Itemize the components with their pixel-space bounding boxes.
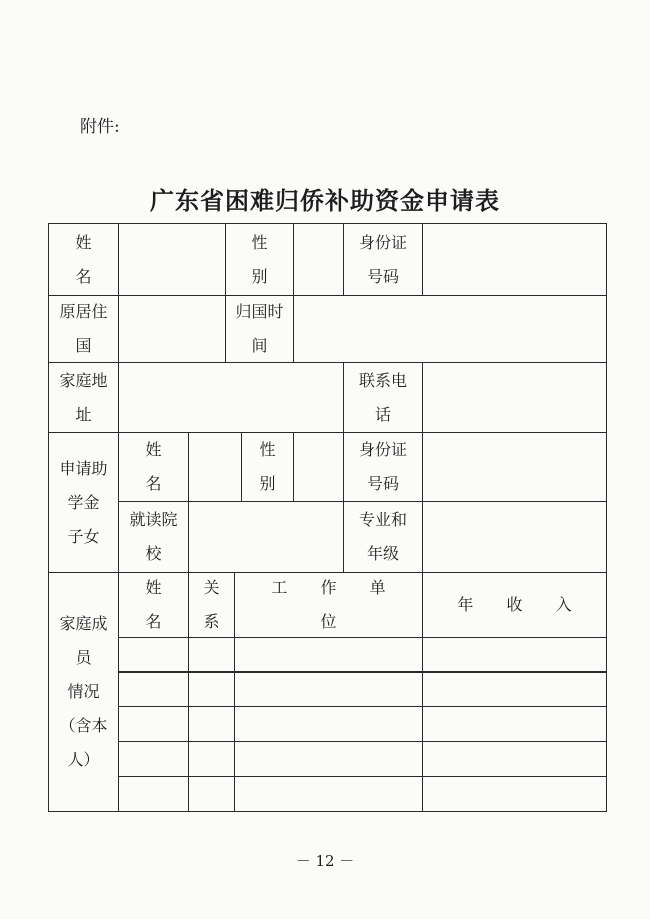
member-name-input[interactable] — [118, 671, 189, 707]
label-child-gender: 性 别 — [241, 432, 294, 502]
label-major-grade: 专业和 年级 — [343, 501, 423, 573]
label-phone: 联系电 话 — [343, 362, 423, 433]
member-relation-input[interactable] — [188, 706, 235, 742]
label-home-address: 家庭地 址 — [48, 362, 119, 433]
label-relation: 关 系 — [188, 572, 235, 638]
return-time-input[interactable] — [293, 295, 607, 363]
label-child-section: 申请助 学金 子女 — [48, 432, 119, 573]
member-work-unit-input[interactable] — [234, 776, 423, 812]
member-relation-input[interactable] — [188, 741, 235, 777]
member-income-input[interactable] — [422, 671, 607, 707]
child-name-input[interactable] — [188, 432, 242, 502]
school-input[interactable] — [188, 501, 344, 573]
label-origin-country: 原居住 国 — [48, 295, 119, 363]
label-child-name: 姓 名 — [118, 432, 189, 502]
label-annual-income: 年 收 入 — [422, 572, 607, 638]
page-number: － 12 － — [295, 852, 355, 870]
label-return-time: 归国时 间 — [225, 295, 294, 363]
phone-input[interactable] — [422, 362, 607, 433]
member-work-unit-input[interactable] — [234, 706, 423, 742]
member-name-input[interactable] — [118, 706, 189, 742]
child-id-number-input[interactable] — [422, 432, 607, 502]
member-work-unit-input[interactable] — [234, 741, 423, 777]
id-number-input[interactable] — [422, 223, 607, 296]
member-work-unit-input[interactable] — [234, 671, 423, 707]
form-title: 广东省困难归侨补助资金申请表 — [150, 186, 500, 215]
member-income-input[interactable] — [422, 776, 607, 812]
name-input[interactable] — [118, 223, 226, 296]
label-name: 姓 名 — [48, 223, 119, 296]
member-income-input[interactable] — [422, 741, 607, 777]
home-address-input[interactable] — [118, 362, 344, 433]
attachment-label: 附件: — [80, 117, 120, 137]
member-relation-input[interactable] — [188, 637, 235, 673]
label-child-id-number: 身份证 号码 — [343, 432, 423, 502]
member-name-input[interactable] — [118, 741, 189, 777]
label-work-unit: 工 作 单 位 — [234, 572, 423, 638]
label-member-name: 姓 名 — [118, 572, 189, 638]
member-income-input[interactable] — [422, 637, 607, 673]
member-work-unit-input[interactable] — [234, 637, 423, 673]
label-family-section: 家庭成 员 情况 （含本 人） — [48, 572, 119, 812]
major-grade-input[interactable] — [422, 501, 607, 573]
gender-input[interactable] — [293, 223, 344, 296]
member-name-input[interactable] — [118, 637, 189, 673]
label-id-number: 身份证 号码 — [343, 223, 423, 296]
label-school: 就读院 校 — [118, 501, 189, 573]
origin-country-input[interactable] — [118, 295, 226, 363]
child-gender-input[interactable] — [293, 432, 344, 502]
member-relation-input[interactable] — [188, 671, 235, 707]
member-income-input[interactable] — [422, 706, 607, 742]
member-name-input[interactable] — [118, 776, 189, 812]
label-gender: 性 别 — [225, 223, 294, 296]
member-relation-input[interactable] — [188, 776, 235, 812]
